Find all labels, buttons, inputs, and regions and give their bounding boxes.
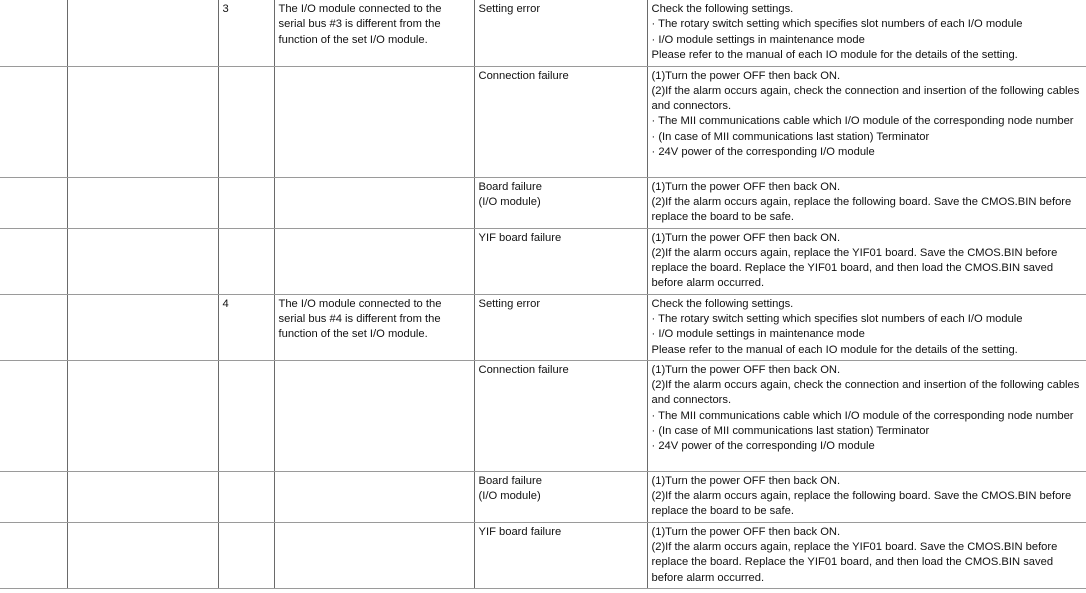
cause-cell	[474, 228, 647, 294]
cause-text: Connection failure	[478, 69, 569, 82]
cause-text: (I/O module)	[478, 490, 541, 503]
remedy-line: Please refer to the manual of each IO module for the details of the setting.	[651, 343, 1018, 356]
remedy-line: · (In case of MII communications last station) Terminator	[651, 130, 930, 143]
blank-cell	[67, 66, 218, 177]
cause-cell	[474, 177, 647, 228]
blank-cell	[0, 360, 67, 471]
remedy-line: · 24V power of the corresponding I/O module	[651, 145, 875, 158]
blank-cell	[67, 177, 218, 228]
remedy-line: (2)If the alarm occurs again, check the connection and insertion of the following cables and connectors.	[651, 379, 1080, 407]
remedy-line: (2)If the alarm occurs again, replace the following board. Save the CMOS.BIN before replace the board to be safe.	[651, 195, 1072, 224]
remedy-cell	[647, 294, 1086, 360]
cause-text: Setting error	[478, 297, 541, 310]
table-row	[0, 471, 1086, 522]
remedy-line: (1)Turn the power OFF then back ON.	[651, 363, 841, 376]
remedy-cell	[647, 471, 1086, 522]
alarm-number-cell	[218, 0, 274, 66]
alarm-description-cell	[274, 360, 474, 471]
alarm-description-cell	[274, 0, 474, 66]
alarm-number-cell	[218, 522, 274, 588]
cause-text: Board failure	[478, 180, 542, 193]
blank-cell	[0, 294, 67, 360]
remedy-cell	[647, 360, 1086, 471]
table-row	[0, 228, 1086, 294]
remedy-cell	[647, 228, 1086, 294]
blank-cell	[67, 228, 218, 294]
remedy-line: (2)If the alarm occurs again, replace the YIF01 board. Save the CMOS.BIN before replace the board. Replace the YIF01 board, and then load the CMOS.BIN saved before alarm occurred.	[651, 541, 1058, 584]
remedy-line: Check the following settings.	[651, 297, 794, 310]
remedy-line: (1)Turn the power OFF then back ON.	[651, 474, 841, 487]
alarm-number: 4	[222, 297, 229, 310]
blank-cell	[67, 294, 218, 360]
table-row	[0, 522, 1086, 588]
blank-cell	[0, 522, 67, 588]
blank-cell	[67, 360, 218, 471]
cause-cell	[474, 294, 647, 360]
alarm-number-cell	[218, 360, 274, 471]
remedy-cell	[647, 66, 1086, 177]
alarm-description-cell	[274, 522, 474, 588]
remedy-line: · I/O module settings in maintenance mode	[651, 33, 865, 46]
remedy-line: Please refer to the manual of each IO module for the details of the setting.	[651, 48, 1018, 61]
remedy-line: · The MII communications cable which I/O module of the corresponding node number	[651, 409, 1074, 422]
remedy-line: · (In case of MII communications last station) Terminator	[651, 425, 930, 438]
remedy-cell	[647, 177, 1086, 228]
alarm-number-cell	[218, 66, 274, 177]
alarm-number-cell	[218, 228, 274, 294]
alarm-number-cell	[218, 471, 274, 522]
cause-cell	[474, 471, 647, 522]
alarm-description: The I/O module connected to the serial bus #4 is different from the function of the set I/O module.	[278, 297, 442, 341]
cause-text: Connection failure	[478, 363, 569, 376]
cause-text: YIF board failure	[478, 231, 562, 244]
cause-cell	[474, 0, 647, 66]
blank-cell	[0, 66, 67, 177]
alarm-number-cell	[218, 177, 274, 228]
table-row	[0, 177, 1086, 228]
table-row	[0, 0, 1086, 66]
remedy-line: (2)If the alarm occurs again, check the connection and insertion of the following cables and connectors.	[651, 84, 1080, 113]
remedy-line: (1)Turn the power OFF then back ON.	[651, 231, 841, 244]
remedy-line: Check the following settings.	[651, 3, 794, 15]
cause-text: Board failure	[478, 474, 542, 487]
remedy-line: · I/O module settings in maintenance mode	[651, 328, 865, 341]
remedy-line: · The rotary switch setting which specifies slot numbers of each I/O module	[651, 18, 1023, 31]
cause-cell	[474, 360, 647, 471]
blank-cell	[0, 177, 67, 228]
blank-cell	[67, 522, 218, 588]
alarm-description-cell	[274, 228, 474, 294]
alarm-description-cell	[274, 471, 474, 522]
alarm-description-cell	[274, 66, 474, 177]
remedy-line: · The rotary switch setting which specifies slot numbers of each I/O module	[651, 312, 1023, 325]
alarm-description-cell	[274, 294, 474, 360]
blank-cell	[0, 471, 67, 522]
remedy-line: (1)Turn the power OFF then back ON.	[651, 69, 841, 82]
cause-cell	[474, 66, 647, 177]
cause-text: Setting error	[478, 3, 541, 15]
table-row	[0, 66, 1086, 177]
alarm-number: 3	[222, 3, 229, 15]
table-row	[0, 294, 1086, 360]
alarm-description: The I/O module connected to the serial bus #3 is different from the function of the set I/O module.	[278, 3, 442, 46]
cause-text: (I/O module)	[478, 195, 541, 208]
alarm-description-cell	[274, 177, 474, 228]
cause-text: YIF board failure	[478, 525, 562, 538]
blank-cell	[67, 471, 218, 522]
blank-cell	[0, 228, 67, 294]
remedy-line: · The MII communications cable which I/O module of the corresponding node number	[651, 115, 1074, 128]
alarm-number-cell	[218, 294, 274, 360]
table-row	[0, 360, 1086, 471]
remedy-line: (1)Turn the power OFF then back ON.	[651, 180, 841, 193]
remedy-line: (1)Turn the power OFF then back ON.	[651, 525, 841, 538]
remedy-line: (2)If the alarm occurs again, replace the YIF01 board. Save the CMOS.BIN before replace the board. Replace the YIF01 board, and then load the CMOS.BIN saved before alarm occurred.	[651, 246, 1058, 290]
blank-cell	[67, 0, 218, 66]
remedy-cell	[647, 522, 1086, 588]
cause-cell	[474, 522, 647, 588]
remedy-line: · 24V power of the corresponding I/O module	[651, 440, 875, 453]
remedy-cell	[647, 0, 1086, 66]
remedy-line: (2)If the alarm occurs again, replace the following board. Save the CMOS.BIN before replace the board to be safe.	[651, 490, 1072, 518]
blank-cell	[0, 0, 67, 66]
